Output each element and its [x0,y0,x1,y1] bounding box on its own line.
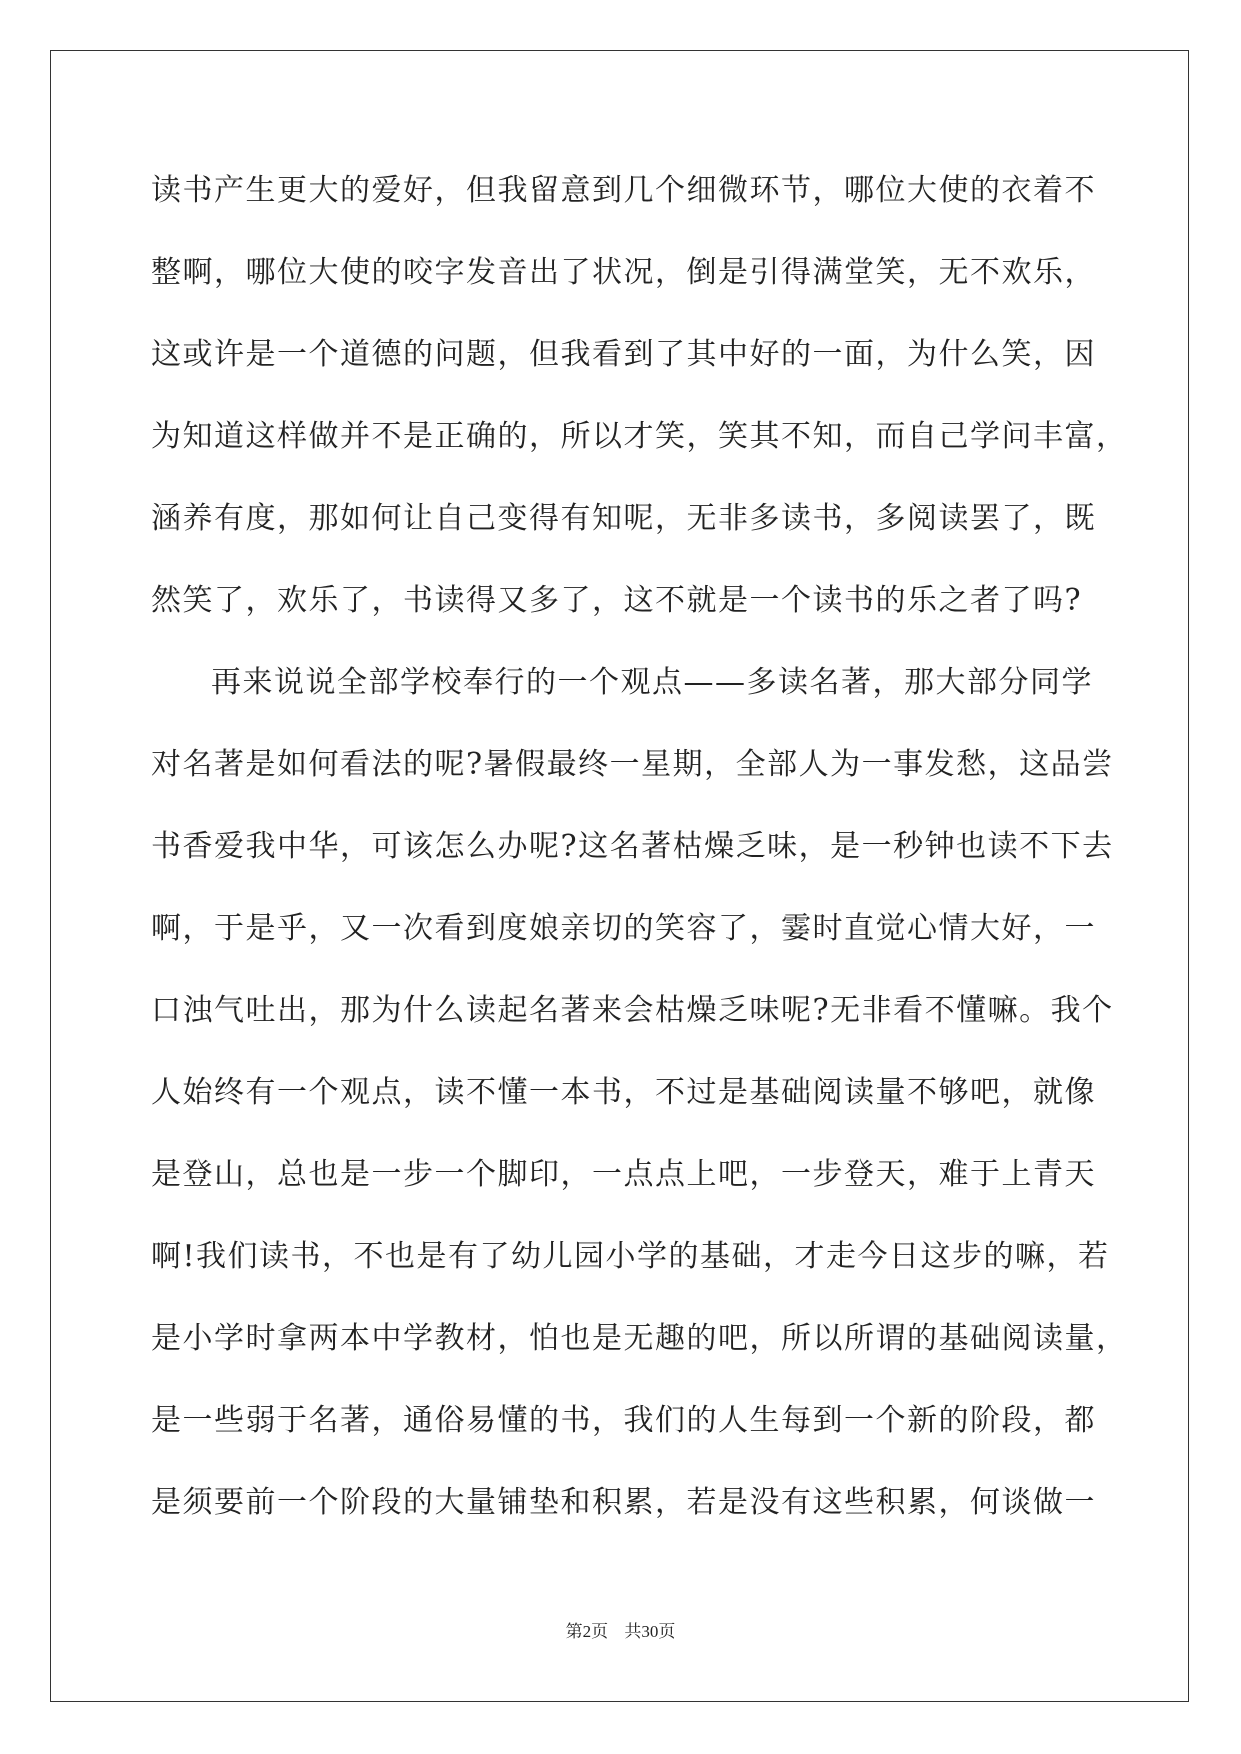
text-line: 涵养有度，那如何让自己变得有知呢，无非多读书，多阅读罢了，既 [151,501,1096,536]
paragraph-start-line: 再来说说全部学校奉行的一个观点——多读名著，那大部分同学 [211,665,1093,700]
text-line: 是须要前一个阶段的大量铺垫和积累，若是没有这些积累，何谈做一 [151,1485,1096,1520]
total-page-count: 共30页 [624,1622,676,1641]
text-line: 是小学时拿两本中学教材，怕也是无趣的吧，所以所谓的基础阅读量， [151,1321,1128,1356]
text-line: 为知道这样做并不是正确的，所以才笑，笑其不知，而自己学问丰富， [151,419,1128,454]
page-footer [0,1617,1241,1642]
text-line: 然笑了，欢乐了，书读得又多了，这不就是一个读书的乐之者了吗? [151,583,1083,618]
text-line: 是登山，总也是一步一个脚印，一点点上吧，一步登天，难于上青天 [151,1157,1096,1192]
text-line: 啊!我们读书，不也是有了幼儿园小学的基础，才走今日这步的嘛，若 [151,1239,1110,1274]
text-line: 对名著是如何看法的呢?暑假最终一星期，全部人为一事发愁，这品尝 [151,747,1114,782]
text-line: 整啊，哪位大使的咬字发音出了状况，倒是引得满堂笑，无不欢乐， [151,255,1096,290]
text-line: 口浊气吐出，那为什么读起名著来会枯燥乏味呢?无非看不懂嘛。我个 [151,993,1114,1028]
current-page-number: 第2页 [565,1622,609,1641]
text-line: 书香爱我中华，可该怎么办呢?这名著枯燥乏味，是一秒钟也读不下去 [151,829,1114,864]
body-text [151,160,1128,1554]
text-line: 人始终有一个观点，读不懂一本书，不过是基础阅读量不够吧，就像 [151,1075,1096,1110]
text-line: 这或许是一个道德的问题，但我看到了其中好的一面，为什么笑，因 [151,337,1096,372]
text-line: 啊，于是乎，又一次看到度娘亲切的笑容了，霎时直觉心情大好，一 [151,911,1096,946]
text-line: 读书产生更大的爱好，但我留意到几个细微环节，哪位大使的衣着不 [151,173,1096,208]
text-line: 是一些弱于名著，通俗易懂的书，我们的人生每到一个新的阶段，都 [151,1403,1096,1438]
